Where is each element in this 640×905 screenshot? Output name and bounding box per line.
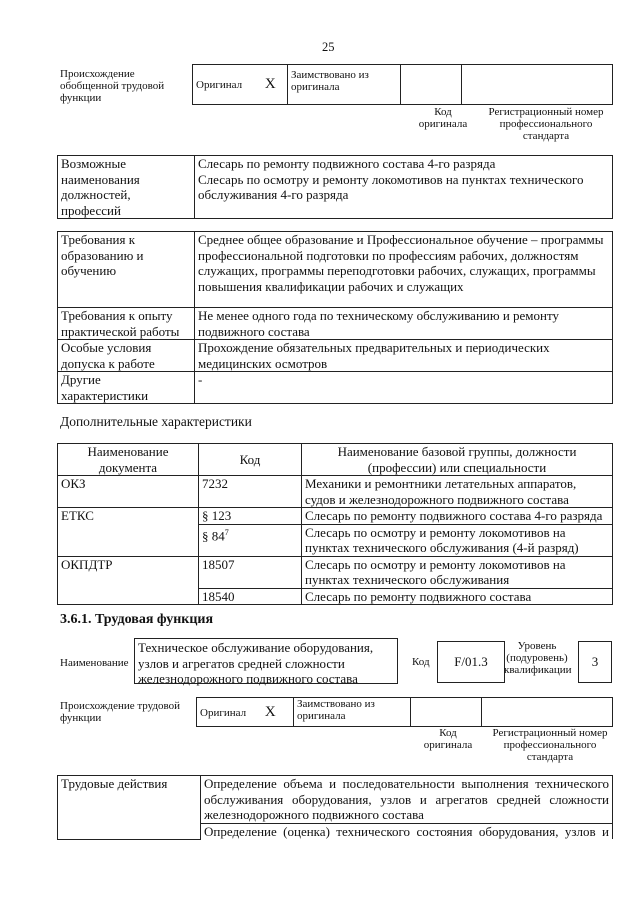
- okz-doc: ОКЗ: [58, 476, 199, 508]
- req-value: Среднее общее образование и Профессиональное обучение – программы профессиональной подготовки по профессиям рабочих, должностям служащих, программы переподготовки рабочих, служащих, программы повышения квалификации рабочих и служащих: [195, 232, 613, 308]
- code2-caption: Код оригинала: [423, 727, 473, 751]
- footnote-mark: 7: [224, 527, 229, 537]
- req-value: Не менее одного года по техническому обслуживанию и ремонту подвижного состава: [195, 308, 613, 340]
- labor-actions-label: Трудовые действия: [58, 776, 201, 840]
- position-line: Слесарь по осмотру и ремонту локомотивов на пунктах технического обслуживания 4-го разряда: [198, 171, 584, 202]
- code-label: Код: [412, 656, 430, 668]
- header-code: Код: [199, 444, 302, 476]
- origin2-table: [196, 697, 613, 727]
- original-cell: [193, 65, 288, 105]
- origin-table: [192, 64, 613, 105]
- function-name: Техническое обслуживание оборудования, узлов и агрегатов средней сложности железнодорожного подвижного состава: [134, 638, 398, 684]
- etks-code: § 123: [199, 508, 302, 525]
- borrowed-label: Заимствовано из оригинала: [291, 69, 369, 93]
- labor-actions-table: [57, 775, 613, 840]
- borrowed2-cell: [294, 698, 411, 727]
- okpdtr-code: 18507: [199, 556, 302, 588]
- etks-code: [199, 524, 302, 556]
- etks-name: Слесарь по осмотру и ремонту локомотивов на пунктах технического обслуживания (4-й разряд): [302, 524, 613, 556]
- header-name: Наименование базовой группы, должности (профессии) или специальности: [302, 444, 613, 476]
- reg2-number-cell: [482, 698, 613, 727]
- reg-caption: Регистрационный номер профессионального стандарта: [488, 106, 604, 142]
- req-label: Требования к образованию и обучению: [58, 232, 195, 308]
- origin-label: Происхождение обобщенной трудовой функции: [60, 68, 165, 104]
- reg-number-cell: [462, 65, 613, 105]
- original-label: Оригинал: [196, 79, 243, 91]
- req-label: Требования к опыту практической работы: [58, 308, 195, 340]
- positions-table: [57, 155, 613, 219]
- okz-code: 7232: [199, 476, 302, 508]
- original-code-cell: [401, 65, 462, 105]
- borrowed-cell: [288, 65, 401, 105]
- position-line: Слесарь по ремонту подвижного состава 4-го разряда: [198, 156, 496, 171]
- positions-value: [195, 156, 613, 219]
- level-label: Уровень (подуровень) квалификации: [504, 640, 572, 676]
- req-label: Другие характеристики: [58, 372, 195, 404]
- header-doc: Наименование документа: [58, 444, 199, 476]
- borrowed2-label: Заимствовано из оригинала: [297, 698, 375, 722]
- okpdtr-doc: ОКПДТР: [58, 556, 199, 605]
- etks-code-text: § 84: [202, 527, 225, 543]
- okz-name: Механики и ремонтники летательных аппаратов, судов и железнодорожного подвижного состава: [302, 476, 613, 508]
- req-value: Прохождение обязательных предварительных и периодических медицинских осмотров: [195, 340, 613, 372]
- positions-label: Возможные наименования должностей, профессий: [58, 156, 195, 219]
- function-code: F/01.3: [437, 641, 505, 683]
- code-caption: Код оригинала: [418, 106, 468, 130]
- reg2-caption: Регистрационный номер профессионального стандарта: [492, 727, 608, 763]
- additional-table: [57, 443, 613, 605]
- requirements-table: [57, 231, 613, 404]
- req-value: -: [195, 372, 613, 404]
- original-mark: X: [264, 76, 276, 92]
- etks-name: Слесарь по ремонту подвижного состава 4-го разряда: [302, 508, 613, 525]
- okpdtr-code: 18540: [199, 588, 302, 605]
- additional-title: Дополнительные характеристики: [60, 414, 252, 429]
- etks-doc: ЕТКС: [58, 508, 199, 557]
- name-label: Наименование: [60, 657, 129, 669]
- original2-code-cell: [411, 698, 482, 727]
- page-number: 25: [322, 40, 335, 54]
- labor-action-item: Определение объема и последовательности выполнения технического обслуживания оборудования, узлов и агрегатов средней сложности железнодорожного подвижного состава: [201, 776, 613, 824]
- origin2-label: Происхождение трудовой функции: [60, 700, 181, 724]
- okpdtr-name: Слесарь по ремонту подвижного состава: [302, 588, 613, 605]
- level-value: 3: [578, 641, 612, 683]
- function-heading: 3.6.1. Трудовая функция: [60, 612, 214, 627]
- original2-cell: [197, 698, 294, 727]
- original2-mark: X: [264, 703, 276, 720]
- okpdtr-name: Слесарь по осмотру и ремонту локомотивов на пунктах технического обслуживания: [302, 556, 613, 588]
- req-label: Особые условия допуска к работе: [58, 340, 195, 372]
- labor-action-item: Определение (оценка) технического состояния оборудования, узлов и: [201, 823, 613, 839]
- original2-label: Оригинал: [200, 706, 247, 719]
